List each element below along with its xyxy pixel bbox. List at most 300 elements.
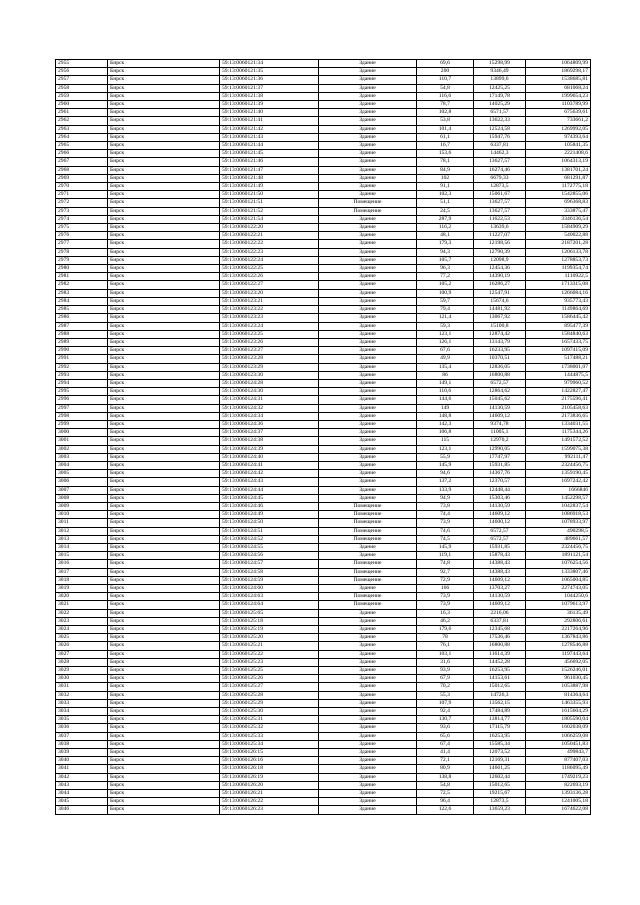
cell-city: Бирск bbox=[108, 183, 220, 191]
cell-type: Здание bbox=[319, 650, 417, 658]
cell-total: 1463355,93 bbox=[526, 699, 591, 707]
cell-city: Бирск bbox=[108, 117, 220, 125]
cell-city: Бирск bbox=[108, 142, 220, 150]
cell-city: Бирск bbox=[108, 445, 220, 453]
cell-price: 15931,85 bbox=[474, 543, 526, 551]
cell-cadastral: 59:13:0060122:26 bbox=[220, 273, 319, 281]
cell-price: 14153,61 bbox=[474, 675, 526, 683]
cell-cadastral: 59:13:0060126:21 bbox=[220, 790, 319, 798]
cell-cadastral: 59:13:0060126:20 bbox=[220, 781, 319, 789]
cell-city: Бирск bbox=[108, 650, 220, 658]
cell-price: 12169,31 bbox=[474, 757, 526, 765]
cell-cadastral: 59:13:0060121:48 bbox=[220, 174, 319, 182]
cell-price: 15298,99 bbox=[474, 60, 526, 68]
table-row bbox=[56, 560, 591, 568]
cell-price: 13562,15 bbox=[474, 699, 526, 707]
table-row bbox=[56, 379, 591, 387]
cell-area: 94,9 bbox=[417, 494, 474, 502]
cell-total: 1076254,56 bbox=[526, 560, 591, 568]
cell-num: 3014 bbox=[56, 543, 108, 551]
cell-city: Бирск bbox=[108, 502, 220, 510]
cell-area: 96,4 bbox=[417, 798, 474, 806]
cell-area: 73,9 bbox=[417, 519, 474, 527]
table-row bbox=[56, 183, 591, 191]
cell-type: Помещение bbox=[319, 593, 417, 601]
cell-type: Здание bbox=[319, 626, 417, 634]
cell-type: Здание bbox=[319, 806, 417, 814]
cell-cadastral: 59:13:0060124:38 bbox=[220, 437, 319, 445]
cell-area: 53,8 bbox=[417, 117, 474, 125]
cell-total: 1749219,23 bbox=[526, 773, 591, 781]
cell-num: 3038 bbox=[56, 740, 108, 748]
cell-area: 46,2 bbox=[417, 617, 474, 625]
cell-price: 14726,3 bbox=[474, 691, 526, 699]
cell-num: 3003 bbox=[56, 453, 108, 461]
cell-total: 1044250,6 bbox=[526, 593, 591, 601]
cell-cadastral: 59:13:0060124:63 bbox=[220, 593, 319, 601]
cell-cadastral: 59:13:0060122:25 bbox=[220, 265, 319, 273]
cell-type: Здание bbox=[319, 68, 417, 76]
cell-type: Здание bbox=[319, 699, 417, 707]
cell-num: 2983 bbox=[56, 289, 108, 297]
cell-num: 3008 bbox=[56, 494, 108, 502]
cell-cadastral: 59:13:0060121:38 bbox=[220, 92, 319, 100]
cell-area: 72,5 bbox=[417, 790, 474, 798]
cell-cadastral: 59:13:0060121:37 bbox=[220, 84, 319, 92]
cell-num: 2997 bbox=[56, 404, 108, 412]
cell-cadastral: 59:13:0060121:42 bbox=[220, 125, 319, 133]
cell-num: 2969 bbox=[56, 174, 108, 182]
cell-type: Здание bbox=[319, 749, 417, 757]
cell-num: 3037 bbox=[56, 732, 108, 740]
cell-num: 3045 bbox=[56, 798, 108, 806]
cell-type: Здание bbox=[319, 281, 417, 289]
cell-cadastral: 59:13:0060124:43 bbox=[220, 478, 319, 486]
cell-cadastral: 59:13:0060125:29 bbox=[220, 699, 319, 707]
cell-price: 14130,59 bbox=[474, 502, 526, 510]
cell-type: Здание bbox=[319, 117, 417, 125]
table-row bbox=[56, 453, 591, 461]
table-row bbox=[56, 371, 591, 379]
cell-price: 15947,76 bbox=[474, 133, 526, 141]
cell-price: 13143,79 bbox=[474, 338, 526, 346]
cell-num: 3009 bbox=[56, 502, 108, 510]
cell-city: Бирск bbox=[108, 289, 220, 297]
cell-type: Здание bbox=[319, 773, 417, 781]
cell-area: 65,6 bbox=[417, 732, 474, 740]
cell-price: 15100,8 bbox=[474, 322, 526, 330]
cell-cadastral: 59:13:0060125:30 bbox=[220, 708, 319, 716]
cell-area: 73,8 bbox=[417, 502, 474, 510]
cell-price: 13703,27 bbox=[474, 585, 526, 593]
table-row bbox=[56, 125, 591, 133]
cell-total: 105841,35 bbox=[526, 142, 591, 150]
cell-area: 69,6 bbox=[417, 60, 474, 68]
cell-num: 2956 bbox=[56, 68, 108, 76]
cell-city: Бирск bbox=[108, 281, 220, 289]
cell-cadastral: 59:13:0060121:50 bbox=[220, 191, 319, 199]
cell-price: 12448,44 bbox=[474, 486, 526, 494]
table-row bbox=[56, 338, 591, 346]
cell-city: Бирск bbox=[108, 166, 220, 174]
cell-price: 19215,67 bbox=[474, 790, 526, 798]
cell-price: 15878,43 bbox=[474, 552, 526, 560]
cell-city: Бирск bbox=[108, 593, 220, 601]
cell-num: 2988 bbox=[56, 330, 108, 338]
cell-area: 48,1 bbox=[417, 232, 474, 240]
table-row bbox=[56, 232, 591, 240]
cell-type: Здание bbox=[319, 133, 417, 141]
cell-cadastral: 59:13:0060124:45 bbox=[220, 494, 319, 502]
cell-price: 13627,57 bbox=[474, 158, 526, 166]
cell-num: 3029 bbox=[56, 667, 108, 675]
cell-num: 3041 bbox=[56, 765, 108, 773]
table-row bbox=[56, 773, 591, 781]
cell-area: 105,7 bbox=[417, 256, 474, 264]
cell-area: 102 bbox=[417, 174, 474, 182]
cell-city: Бирск bbox=[108, 790, 220, 798]
cell-total: 2187201,28 bbox=[526, 240, 591, 248]
table-row bbox=[56, 68, 591, 76]
cell-total: 1381701,24 bbox=[526, 166, 591, 174]
cell-area: 103,1 bbox=[417, 650, 474, 658]
cell-price: 12370,57 bbox=[474, 478, 526, 486]
table-row bbox=[56, 445, 591, 453]
cell-cadastral: 59:13:0060123:22 bbox=[220, 306, 319, 314]
cell-num: 3025 bbox=[56, 634, 108, 642]
cell-price: 13814,77 bbox=[474, 716, 526, 724]
registry-table bbox=[55, 59, 591, 815]
cell-area: 105,2 bbox=[417, 281, 474, 289]
cell-area: 145,9 bbox=[417, 461, 474, 469]
cell-price: 13627,57 bbox=[474, 207, 526, 215]
table-row bbox=[56, 289, 591, 297]
cell-area: 92,7 bbox=[417, 568, 474, 576]
cell-cadastral: 59:13:0060125:31 bbox=[220, 716, 319, 724]
cell-type: Здание bbox=[319, 478, 417, 486]
table-row bbox=[56, 240, 591, 248]
cell-city: Бирск bbox=[108, 314, 220, 322]
cell-cadastral: 59:13:0060123:26 bbox=[220, 338, 319, 346]
cell-total: 36135,49 bbox=[526, 609, 591, 617]
cell-type: Здание bbox=[319, 609, 417, 617]
cell-price: 14462,3 bbox=[474, 150, 526, 158]
table-row bbox=[56, 420, 591, 428]
cell-city: Бирск bbox=[108, 806, 220, 814]
table-row bbox=[56, 486, 591, 494]
cell-cadastral: 59:13:0060126:15 bbox=[220, 749, 319, 757]
cell-price: 6337,81 bbox=[474, 142, 526, 150]
cell-num: 3028 bbox=[56, 658, 108, 666]
cell-city: Бирск bbox=[108, 150, 220, 158]
cell-cadastral: 59:13:0060125:22 bbox=[220, 650, 319, 658]
cell-area: 92,4 bbox=[417, 708, 474, 716]
cell-city: Бирск bbox=[108, 585, 220, 593]
cell-city: Бирск bbox=[108, 68, 220, 76]
cell-total: 1526246,01 bbox=[526, 667, 591, 675]
cell-cadastral: 59:13:0060121:47 bbox=[220, 166, 319, 174]
table-row bbox=[56, 642, 591, 650]
cell-total: 895477,39 bbox=[526, 322, 591, 330]
cell-price: 15931,85 bbox=[474, 461, 526, 469]
cell-type: Здание bbox=[319, 732, 417, 740]
cell-city: Бирск bbox=[108, 740, 220, 748]
cell-total: 1584909,29 bbox=[526, 224, 591, 232]
cell-city: Бирск bbox=[108, 207, 220, 215]
cell-num: 2968 bbox=[56, 166, 108, 174]
cell-price: 6571,57 bbox=[474, 109, 526, 117]
cell-total: 1444875,5 bbox=[526, 371, 591, 379]
cell-city: Бирск bbox=[108, 658, 220, 666]
cell-type: Здание bbox=[319, 273, 417, 281]
cell-cadastral: 59:13:0060124:50 bbox=[220, 519, 319, 527]
cell-cadastral: 59:13:0060121:51 bbox=[220, 199, 319, 207]
cell-num: 2995 bbox=[56, 388, 108, 396]
table-row bbox=[56, 265, 591, 273]
cell-total: 974393,64 bbox=[526, 133, 591, 141]
cell-area: 149 bbox=[417, 404, 474, 412]
cell-type: Здание bbox=[319, 494, 417, 502]
cell-city: Бирск bbox=[108, 215, 220, 223]
cell-area: 54,8 bbox=[417, 84, 474, 92]
cell-price: 16800,88 bbox=[474, 642, 526, 650]
cell-price: 16274,46 bbox=[474, 166, 526, 174]
cell-total: 1602038,09 bbox=[526, 724, 591, 732]
cell-num: 3019 bbox=[56, 585, 108, 593]
cell-city: Бирск bbox=[108, 133, 220, 141]
cell-type: Здание bbox=[319, 191, 417, 199]
cell-city: Бирск bbox=[108, 461, 220, 469]
cell-num: 2959 bbox=[56, 92, 108, 100]
cell-city: Бирск bbox=[108, 371, 220, 379]
cell-total: 1542855,06 bbox=[526, 191, 591, 199]
cell-num: 3007 bbox=[56, 486, 108, 494]
cell-total: 1697242,42 bbox=[526, 478, 591, 486]
table-row bbox=[56, 437, 591, 445]
cell-cadastral: 59:13:0060124:49 bbox=[220, 511, 319, 519]
cell-city: Бирск bbox=[108, 642, 220, 650]
cell-num: 3021 bbox=[56, 601, 108, 609]
cell-price: 14390,19 bbox=[474, 273, 526, 281]
cell-type: Здание bbox=[319, 240, 417, 248]
cell-total: 696368,83 bbox=[526, 199, 591, 207]
table-row bbox=[56, 790, 591, 798]
cell-type: Помещение bbox=[319, 568, 417, 576]
cell-num: 3040 bbox=[56, 757, 108, 765]
cell-price: 12602,44 bbox=[474, 773, 526, 781]
cell-num: 3011 bbox=[56, 519, 108, 527]
cell-type: Здание bbox=[319, 675, 417, 683]
cell-area: 93,9 bbox=[417, 667, 474, 675]
cell-area: 86 bbox=[417, 371, 474, 379]
cell-area: 72,1 bbox=[417, 757, 474, 765]
cell-area: 287,9 bbox=[417, 215, 474, 223]
cell-price: 14481,92 bbox=[474, 306, 526, 314]
cell-city: Бирск bbox=[108, 256, 220, 264]
cell-num: 2976 bbox=[56, 232, 108, 240]
cell-type: Здание bbox=[319, 265, 417, 273]
cell-area: 67,6 bbox=[417, 347, 474, 355]
cell-cadastral: 59:13:0060125:34 bbox=[220, 740, 319, 748]
cell-area: 77,2 bbox=[417, 273, 474, 281]
cell-area: 110,7 bbox=[417, 76, 474, 84]
cell-type: Здание bbox=[319, 314, 417, 322]
table-row bbox=[56, 552, 591, 560]
cell-price: 11005,1 bbox=[474, 429, 526, 437]
table-row bbox=[56, 297, 591, 305]
cell-total: 877407,03 bbox=[526, 757, 591, 765]
table-row bbox=[56, 798, 591, 806]
cell-city: Бирск bbox=[108, 675, 220, 683]
cell-area: 59,7 bbox=[417, 297, 474, 305]
cell-num: 2990 bbox=[56, 347, 108, 355]
cell-num: 2955 bbox=[56, 60, 108, 68]
cell-price: 14609,12 bbox=[474, 576, 526, 584]
cell-city: Бирск bbox=[108, 716, 220, 724]
cell-city: Бирск bbox=[108, 470, 220, 478]
cell-type: Здание bbox=[319, 486, 417, 494]
cell-city: Бирск bbox=[108, 667, 220, 675]
table-row bbox=[56, 461, 591, 469]
cell-type: Здание bbox=[319, 84, 417, 92]
cell-city: Бирск bbox=[108, 609, 220, 617]
cell-type: Помещение bbox=[319, 560, 417, 568]
cell-cadastral: 59:13:0060124:31 bbox=[220, 396, 319, 404]
cell-type: Здание bbox=[319, 363, 417, 371]
cell-area: 149,1 bbox=[417, 379, 474, 387]
cell-total: 814364,64 bbox=[526, 691, 591, 699]
cell-city: Бирск bbox=[108, 306, 220, 314]
cell-cadastral: 59:13:0060121:52 bbox=[220, 207, 319, 215]
cell-city: Бирск bbox=[108, 765, 220, 773]
cell-total: 2274743,05 bbox=[526, 585, 591, 593]
cell-area: 24,5 bbox=[417, 207, 474, 215]
table-row bbox=[56, 412, 591, 420]
table-row bbox=[56, 781, 591, 789]
cell-total: 1097415,09 bbox=[526, 347, 591, 355]
table-row bbox=[56, 535, 591, 543]
cell-total: 2217264,96 bbox=[526, 626, 591, 634]
cell-type: Помещение bbox=[319, 527, 417, 535]
cell-cadastral: 59:13:0060124:36 bbox=[220, 420, 319, 428]
cell-cadastral: 59:13:0060126:19 bbox=[220, 773, 319, 781]
cell-cadastral: 59:13:0060122:23 bbox=[220, 248, 319, 256]
cell-area: 67,4 bbox=[417, 740, 474, 748]
cell-total: 499843,7 bbox=[526, 749, 591, 757]
cell-price: 14452,28 bbox=[474, 658, 526, 666]
cell-area: 121,4 bbox=[417, 314, 474, 322]
cell-num: 2957 bbox=[56, 76, 108, 84]
cell-city: Бирск bbox=[108, 101, 220, 109]
cell-cadastral: 59:13:0060122:24 bbox=[220, 256, 319, 264]
cell-total: 1266084,16 bbox=[526, 289, 591, 297]
cell-type: Помещение bbox=[319, 519, 417, 527]
cell-total: 2105458,63 bbox=[526, 404, 591, 412]
cell-num: 3017 bbox=[56, 568, 108, 576]
cell-total: 1064809,99 bbox=[526, 60, 591, 68]
cell-price: 14661,25 bbox=[474, 765, 526, 773]
cell-price: 9346,49 bbox=[474, 68, 526, 76]
table-row bbox=[56, 732, 591, 740]
table-row bbox=[56, 199, 591, 207]
cell-cadastral: 59:13:0060121:46 bbox=[220, 158, 319, 166]
table-row bbox=[56, 650, 591, 658]
cell-area: 144,6 bbox=[417, 396, 474, 404]
table-row bbox=[56, 363, 591, 371]
cell-type: Здание bbox=[319, 552, 417, 560]
cell-city: Бирск bbox=[108, 191, 220, 199]
cell-area: 110,6 bbox=[417, 388, 474, 396]
cell-cadastral: 59:13:0060125:25 bbox=[220, 667, 319, 675]
cell-price: 12970,2 bbox=[474, 437, 526, 445]
cell-total: 961030,45 bbox=[526, 675, 591, 683]
cell-area: 126,1 bbox=[417, 338, 474, 346]
cell-city: Бирск bbox=[108, 781, 220, 789]
cell-city: Бирск bbox=[108, 429, 220, 437]
cell-cadastral: 59:13:0060124:28 bbox=[220, 379, 319, 387]
cell-price: 17484,89 bbox=[474, 708, 526, 716]
cell-total: 456692,05 bbox=[526, 658, 591, 666]
cell-cadastral: 59:13:0060125:32 bbox=[220, 724, 319, 732]
table-row bbox=[56, 494, 591, 502]
cell-cadastral: 59:13:0060125:23 bbox=[220, 658, 319, 666]
cell-num: 3044 bbox=[56, 790, 108, 798]
cell-num: 3042 bbox=[56, 773, 108, 781]
cell-total: 1334031,55 bbox=[526, 420, 591, 428]
cell-price: 12198,56 bbox=[474, 240, 526, 248]
cell-total: 1197443,64 bbox=[526, 650, 591, 658]
table-row bbox=[56, 683, 591, 691]
cell-cadastral: 59:13:0060124:34 bbox=[220, 412, 319, 420]
cell-total: 1175344,26 bbox=[526, 429, 591, 437]
cell-city: Бирск bbox=[108, 92, 220, 100]
cell-price: 13067,92 bbox=[474, 314, 526, 322]
cell-total: 1599075,38 bbox=[526, 445, 591, 453]
cell-area: 130,7 bbox=[417, 716, 474, 724]
cell-area: 179,3 bbox=[417, 240, 474, 248]
cell-total: 1713315,08 bbox=[526, 281, 591, 289]
table-row bbox=[56, 256, 591, 264]
cell-total: 1079613,97 bbox=[526, 601, 591, 609]
cell-total: 1538685,81 bbox=[526, 76, 591, 84]
cell-area: 138,8 bbox=[417, 773, 474, 781]
cell-num: 2960 bbox=[56, 101, 108, 109]
cell-cadastral: 59:13:0060124:58 bbox=[220, 568, 319, 576]
cell-area: 74,4 bbox=[417, 511, 474, 519]
cell-price: 14367,76 bbox=[474, 470, 526, 478]
cell-type: Помещение bbox=[319, 199, 417, 207]
cell-num: 3010 bbox=[56, 511, 108, 519]
cell-type: Здание bbox=[319, 150, 417, 158]
cell-total: 1333807,46 bbox=[526, 568, 591, 576]
cell-num: 3016 bbox=[56, 560, 108, 568]
cell-city: Бирск bbox=[108, 453, 220, 461]
cell-type: Здание bbox=[319, 683, 417, 691]
cell-cadastral: 59:13:0060121:34 bbox=[220, 60, 319, 68]
table-row bbox=[56, 527, 591, 535]
cell-area: 179,6 bbox=[417, 626, 474, 634]
cell-area: 54,8 bbox=[417, 781, 474, 789]
cell-price: 15585,34 bbox=[474, 740, 526, 748]
cell-area: 41,4 bbox=[417, 749, 474, 757]
cell-city: Бирск bbox=[108, 76, 220, 84]
table-row bbox=[56, 470, 591, 478]
cell-type: Здание bbox=[319, 437, 417, 445]
cell-num: 3015 bbox=[56, 552, 108, 560]
cell-num: 3024 bbox=[56, 626, 108, 634]
cell-cadastral: 59:13:0060122:21 bbox=[220, 232, 319, 240]
cell-total: 2324456,75 bbox=[526, 461, 591, 469]
